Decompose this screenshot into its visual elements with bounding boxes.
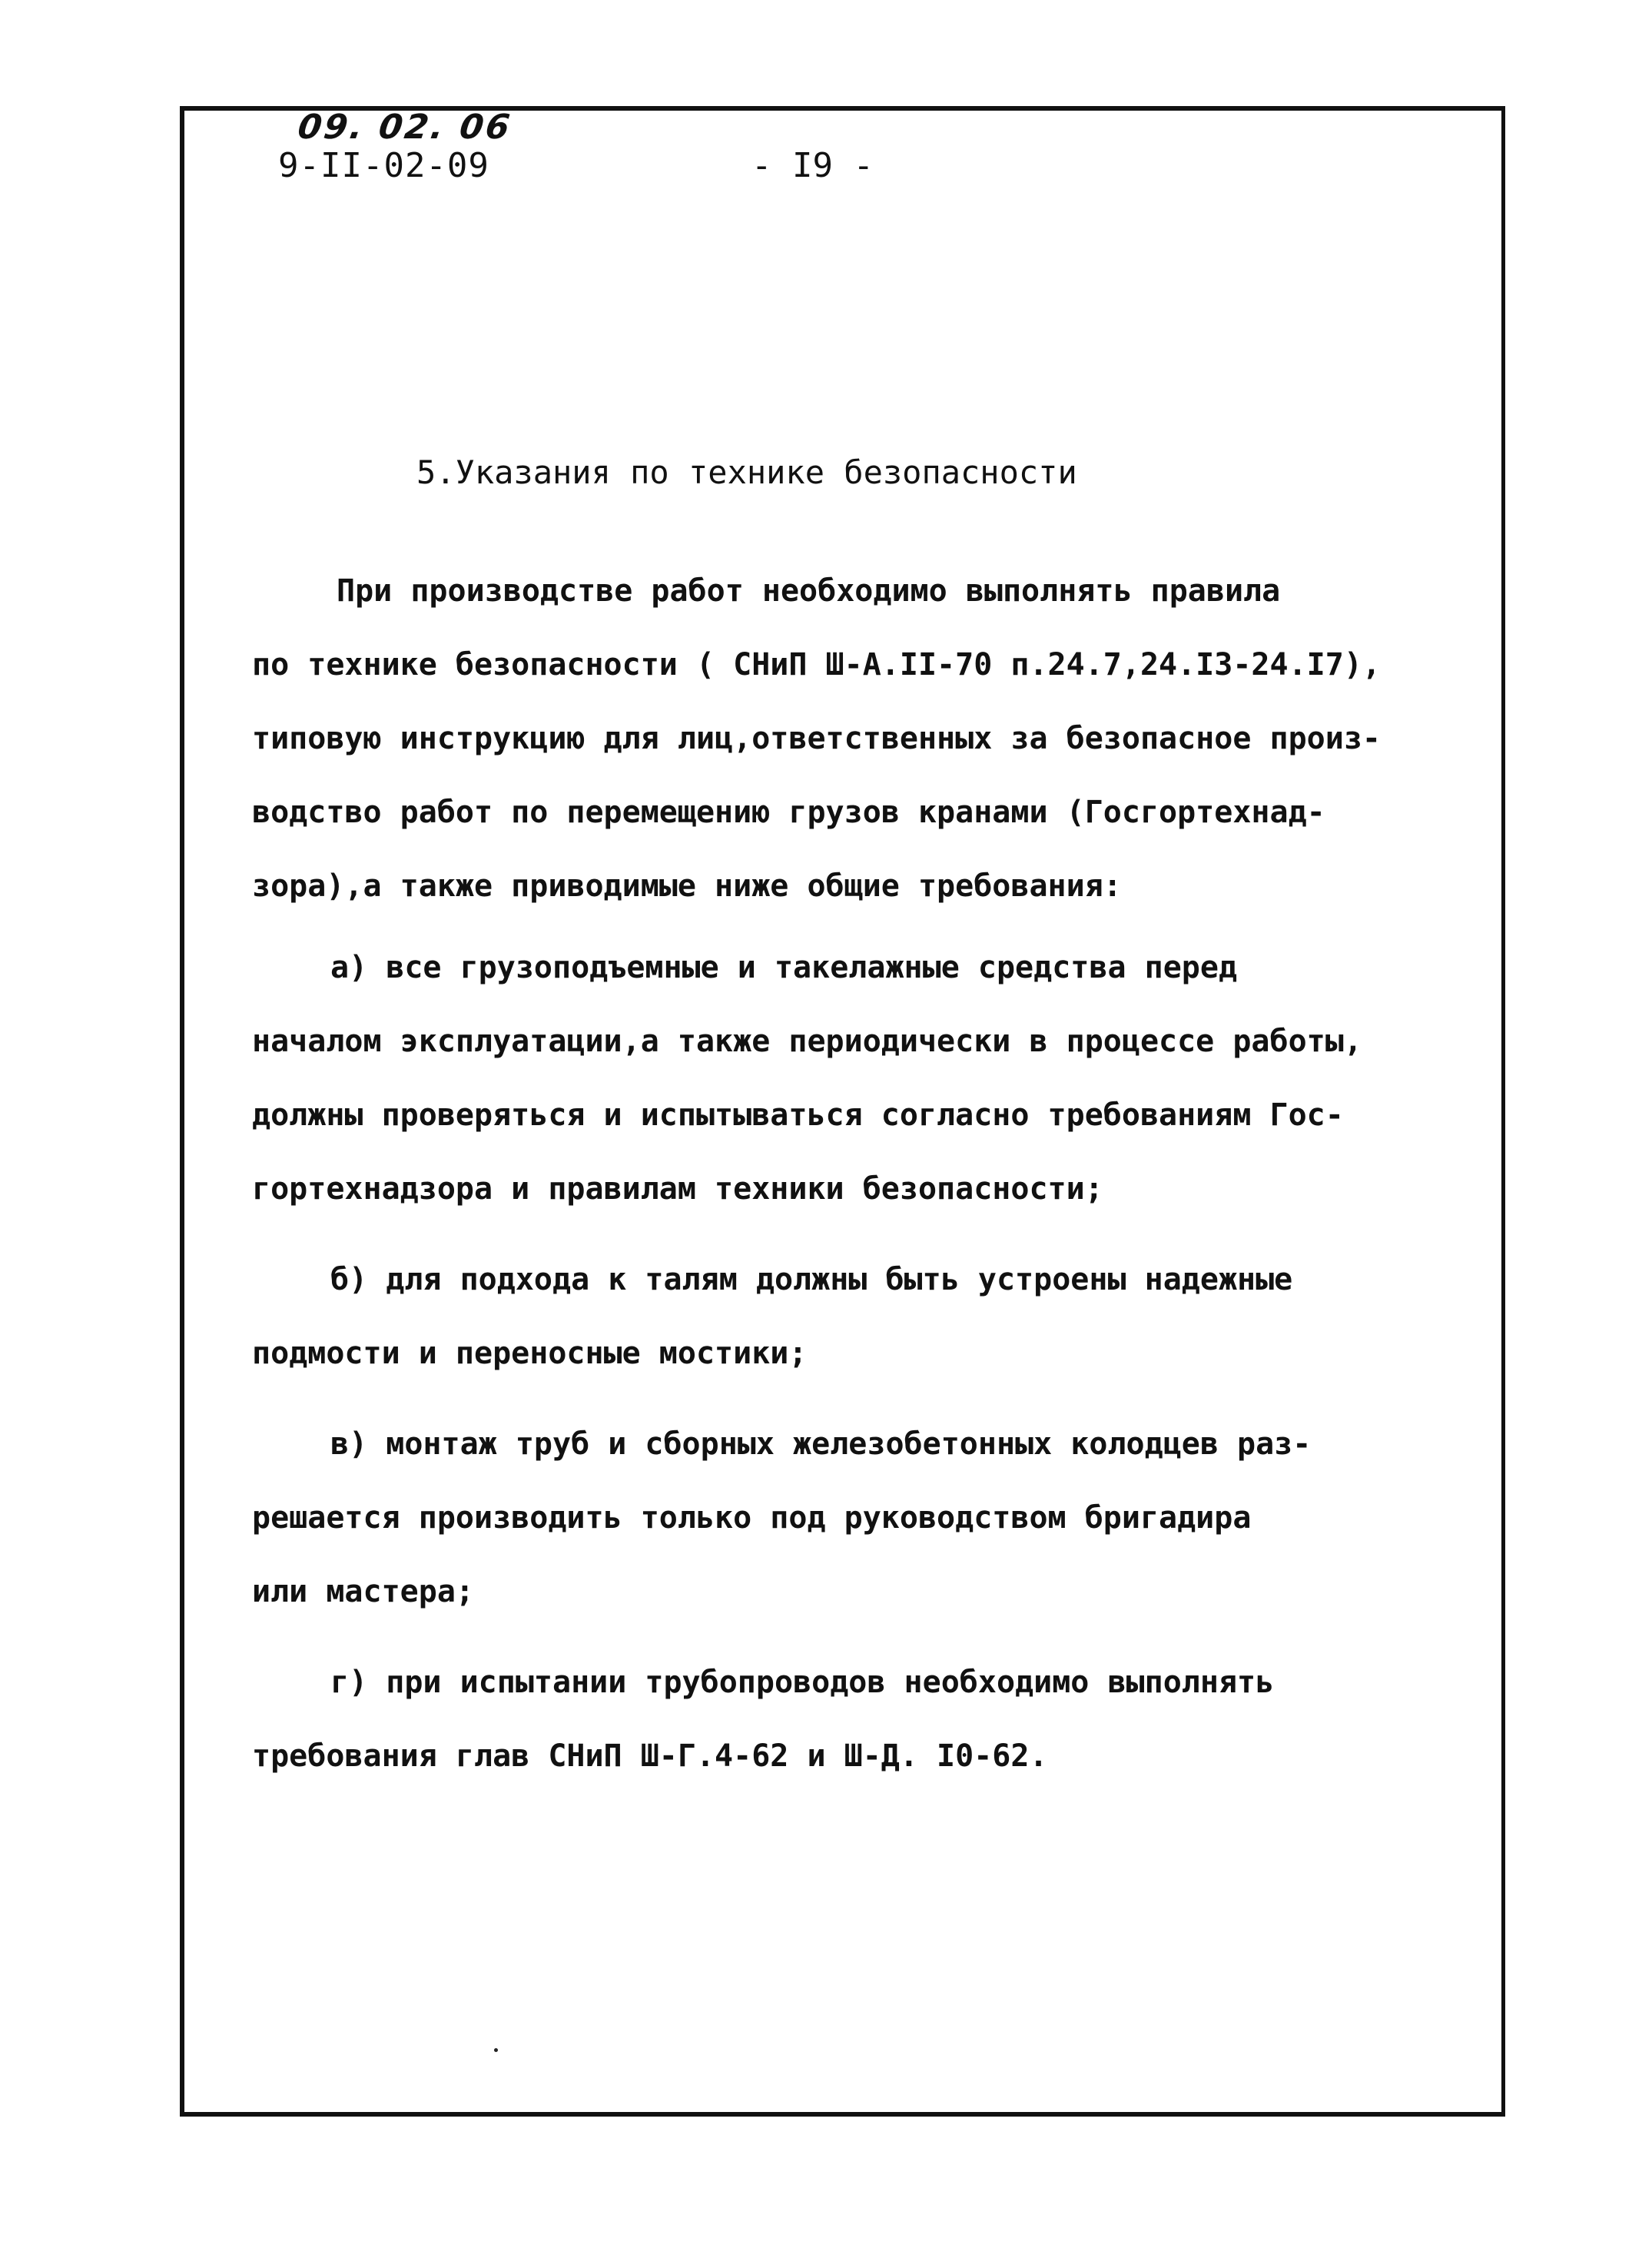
scan-speck: [494, 2048, 498, 2052]
intro-line: зора),а также приводимые ниже общие требования:: [252, 868, 1122, 904]
item-b-line: подмости и переносные мостики;: [252, 1336, 808, 1371]
intro-line: При производстве работ необходимо выполнять правила: [337, 573, 1281, 609]
item-g-line: требования глав СНиП Ш-Г.4-62 и Ш-Д. I0-62.: [252, 1738, 1048, 1774]
page-number: - I9 -: [751, 146, 874, 185]
item-v-line: или мастера;: [252, 1574, 474, 1609]
item-v-line: в) монтаж труб и сборных железобетонных колодцев раз-: [330, 1426, 1312, 1462]
intro-line: по технике безопасности ( СНиП Ш-А.II-70 п.24.7,24.I3-24.I7),: [252, 647, 1382, 682]
item-v-line: решается производить только под руководством бригадира: [252, 1500, 1252, 1536]
intro-line: водство работ по перемещению грузов кранами (Госгортехнад-: [252, 795, 1325, 830]
item-a-line: началом эксплуатации,а также периодически в процессе работы,: [252, 1024, 1362, 1059]
intro-line: типовую инструкцию для лиц,ответственных за безопасное произ-: [252, 721, 1382, 756]
item-a-line: должны проверяться и испытываться согласно требованиям Гос-: [252, 1097, 1344, 1133]
item-a-line: гортехнадзора и правилам техники безопасности;: [252, 1171, 1103, 1207]
document-code: 9-II-02-09: [278, 146, 489, 185]
item-b-line: б) для подхода к талям должны быть устроены надежные: [330, 1262, 1293, 1297]
item-g-line: г) при испытании трубопроводов необходимо выполнять: [330, 1665, 1275, 1700]
section-title: 5.Указания по технике безопасности: [416, 453, 1077, 491]
handwritten-archive-code: 09. 02. 06: [295, 108, 515, 147]
item-a-line: а) все грузоподъемные и такелажные средства перед: [330, 950, 1238, 985]
